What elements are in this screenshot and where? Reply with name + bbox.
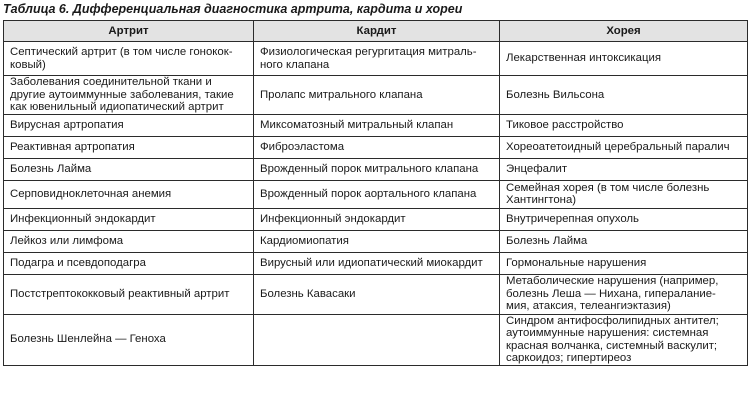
arthritis-cell: Подагра и псевдоподагра	[4, 252, 254, 274]
header-row	[4, 21, 748, 42]
carditis-cell: Болезнь Кавасаки	[254, 274, 500, 314]
chorea-cell: Болезнь Вильсона	[500, 76, 748, 115]
chorea-cell: Хореоатетоидный церебральный паралич	[500, 136, 748, 158]
diagnosis-table	[3, 20, 748, 366]
table-row	[4, 252, 748, 274]
table-row	[4, 158, 748, 180]
header-carditis: Кардит	[254, 21, 500, 42]
table-row	[4, 230, 748, 252]
arthritis-cell: Септический артрит (в том числе гонокок- ковый)	[4, 42, 254, 76]
chorea-cell: Метаболические нарушения (например, болезнь Леша — Нихана, гипералание- мия, атаксия, телеангиэктазия)	[500, 274, 748, 314]
chorea-cell: Гормональные нарушения	[500, 252, 748, 274]
table-row	[4, 274, 748, 314]
arthritis-cell: Болезнь Лайма	[4, 158, 254, 180]
table-title: Таблица 6. Дифференциальная диагностика артрита, кардита и хореи	[3, 2, 463, 16]
chorea-cell: Болезнь Лайма	[500, 230, 748, 252]
chorea-cell: Семейная хорея (в том числе болезнь Хантингтона)	[500, 180, 748, 208]
carditis-cell: Врожденный порок митрального клапана	[254, 158, 500, 180]
carditis-cell: Фиброэластома	[254, 136, 500, 158]
table-row	[4, 114, 748, 136]
arthritis-cell: Серповидноклеточная анемия	[4, 180, 254, 208]
arthritis-cell: Инфекционный эндокардит	[4, 208, 254, 230]
carditis-cell: Инфекционный эндокардит	[254, 208, 500, 230]
arthritis-cell: Болезнь Шенлейна — Геноха	[4, 314, 254, 365]
carditis-cell: Миксоматозный митральный клапан	[254, 114, 500, 136]
carditis-cell: Кардиомиопатия	[254, 230, 500, 252]
header-chorea: Хорея	[500, 21, 748, 42]
carditis-cell: Вирусный или идиопатический миокардит	[254, 252, 500, 274]
table-row	[4, 136, 748, 158]
carditis-cell: Врожденный порок аортального клапана	[254, 180, 500, 208]
chorea-cell: Внутричерепная опухоль	[500, 208, 748, 230]
table-row	[4, 208, 748, 230]
chorea-cell: Энцефалит	[500, 158, 748, 180]
arthritis-cell: Постстрептококковый реактивный артрит	[4, 274, 254, 314]
arthritis-cell: Заболевания соединительной ткани и другие аутоиммунные заболевания, такие как ювенильный идиопатический артрит	[4, 76, 254, 115]
table-row	[4, 180, 748, 208]
carditis-cell: Физиологическая регургитация митраль- ного клапана	[254, 42, 500, 76]
arthritis-cell: Реактивная артропатия	[4, 136, 254, 158]
table-row	[4, 42, 748, 76]
header-arthritis: Артрит	[4, 21, 254, 42]
carditis-cell	[254, 314, 500, 365]
chorea-cell: Лекарственная интоксикация	[500, 42, 748, 76]
table-row	[4, 314, 748, 365]
chorea-cell: Тиковое расстройство	[500, 114, 748, 136]
arthritis-cell: Вирусная артропатия	[4, 114, 254, 136]
chorea-cell: Синдром антифосфолипидных антител; аутоиммунные нарушения: системная красная волчанка, системный васкулит; саркоидоз; гипертиреоз	[500, 314, 748, 365]
arthritis-cell: Лейкоз или лимфома	[4, 230, 254, 252]
carditis-cell: Пролапс митрального клапана	[254, 76, 500, 115]
table-row	[4, 76, 748, 115]
